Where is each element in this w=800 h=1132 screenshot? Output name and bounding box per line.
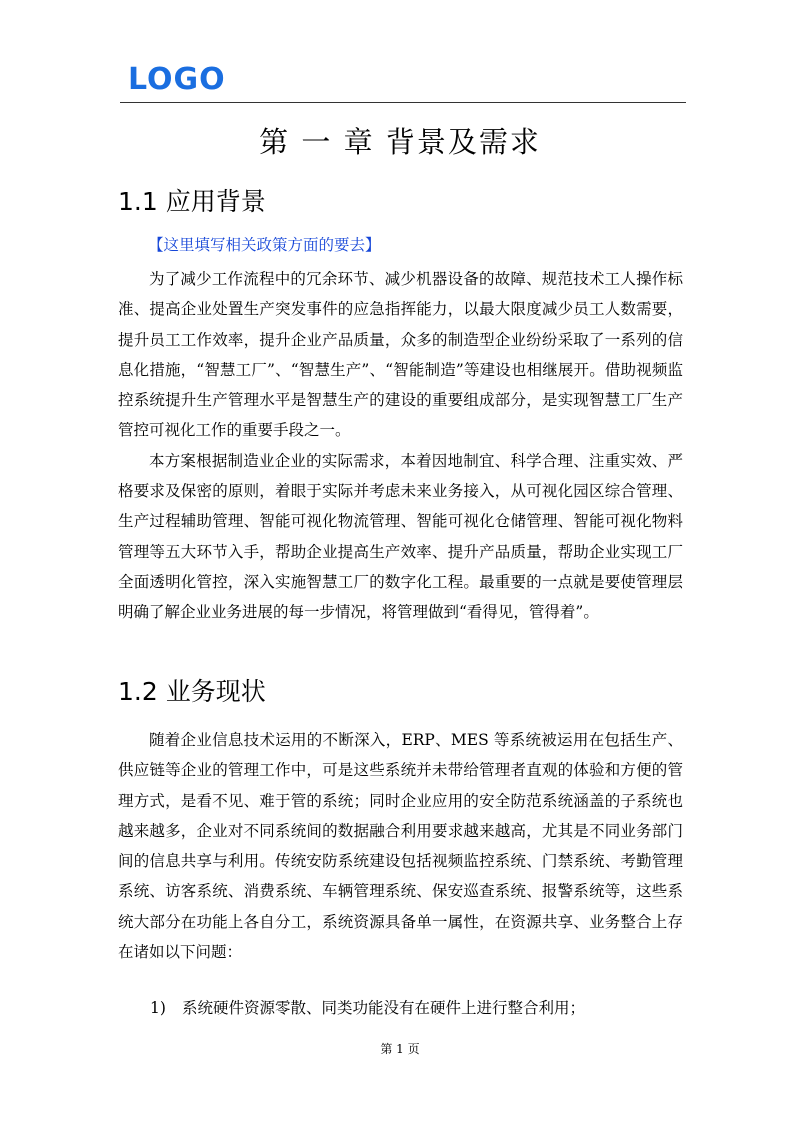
paragraph: 随着企业信息技术运用的不断深入，ERP、MES 等系统被运用在包括生产、供应链等企业的管理工作中，可是这些系统并未带给管理者直观的体验和方便的管理方式，是看不见、难于管的系统；同时企业应用的安全防范系统涵盖的子系统也越来越多，企业对不同系统间的数据融合利用要求越来越高，尤其是不同业务部门间的信息共享与利用。传统安防系统建设包括视频监控系统、门禁系统、考勤管理系统、访客系统、消费系统、车辆管理系统、保安巡查系统、报警系统等，这些系统大部分在功能上各自分工，系统资源具备单一属性，在资源共享、业务整合上存在诸如以下问题： xyxy=(118,731,683,962)
logo: LOGO xyxy=(128,62,226,97)
chapter-title: 第 一 章 背景及需求 xyxy=(259,125,541,159)
page-number: 第 1 页 xyxy=(380,1042,420,1056)
policy-note: 【这里填写相关政策方面的要去】 xyxy=(148,236,381,254)
paragraph: 为了减少工作流程中的冗余环节、减少机器设备的故障、规范技术工人操作标准、提高企业处置生产突发事件的应急指挥能力，以最大限度减少员工人数需要，提升员工工作效率，提升企业产品质量，众多的制造型企业纷纷采取了一系列的信息化措施，“智慧工厂”、“智慧生产”、“智能制造”等建设也相继展开。借助视频监控系统提升生产管理水平是智慧生产的建设的重要组成部分，是实现智慧工厂生产管控可视化工作的重要手段之一。 xyxy=(118,270,683,440)
list-item-number: 1) xyxy=(150,999,166,1017)
list-item xyxy=(150,996,585,1020)
section-title-1-1: 1.1 应用背景 xyxy=(118,187,266,216)
section-title-1-2: 1.2 业务现状 xyxy=(118,677,266,706)
paragraph: 本方案根据制造业企业的实际需求，本着因地制宜、科学合理、注重实效、严格要求及保密的原则，着眼于实际并考虑未来业务接入，从可视化园区综合管理、生产过程辅助管理、智能可视化物流管理、智能可视化仓储管理、智能可视化物料管理等五大环节入手，帮助企业提高生产效率、提升产品质量，帮助企业实现工厂全面透明化管控，深入实施智慧工厂的数字化工程。最重要的一点就是要使管理层明确了解企业业务进展的每一步情况，将管理做到“看得见，管得着”。 xyxy=(118,451,683,622)
list-item-text: 系统硬件资源零散、同类功能没有在硬件上进行整合利用； xyxy=(182,999,586,1017)
section-1-1-body xyxy=(118,264,683,628)
page-header xyxy=(120,60,686,103)
section-1-2-body xyxy=(118,725,683,967)
